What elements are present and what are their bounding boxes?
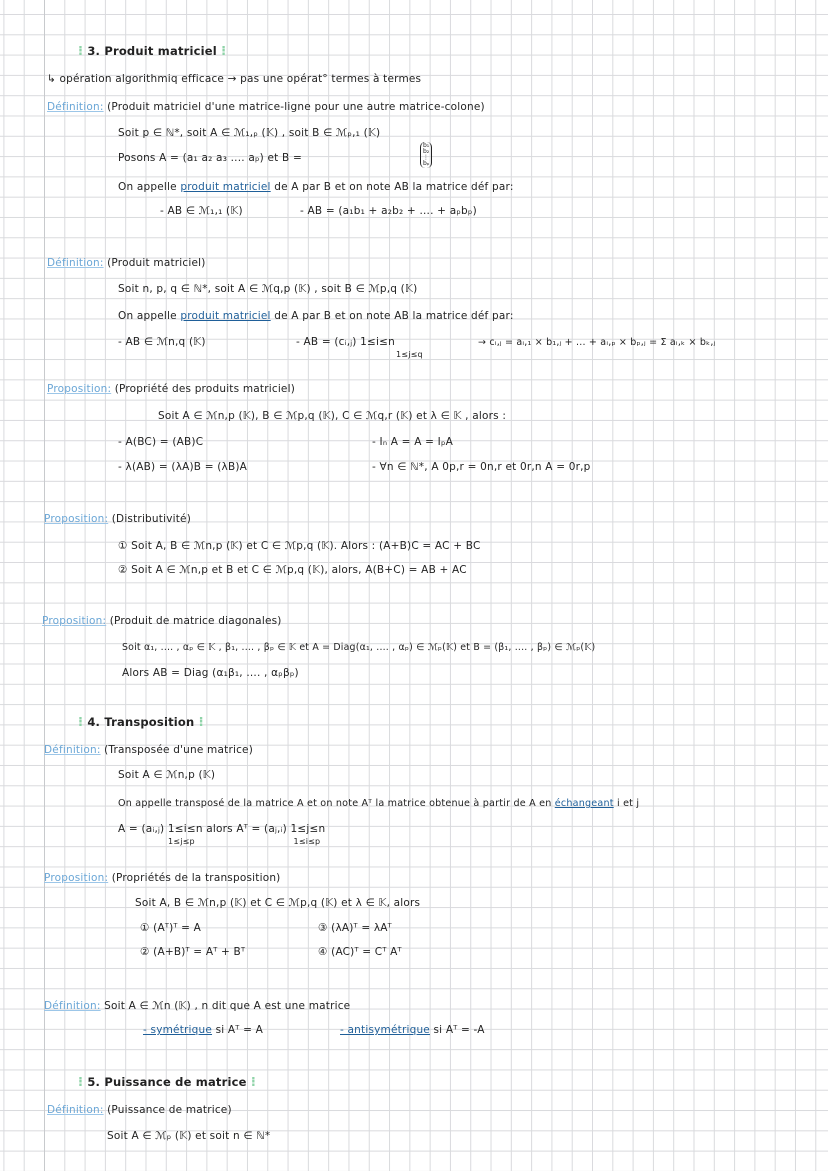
s4-prop1-d: ④ (AC)ᵀ = Cᵀ Aᵀ [318, 946, 402, 958]
def1-f2: - AB = (a₁b₁ + a₂b₂ + .... + aₚbₚ) [300, 205, 477, 217]
section-4-heading [78, 716, 204, 729]
text: On appelle transposé de la matrice A et on note Aᵀ la matrice obtenue à partir de A en [118, 798, 552, 809]
vec-entry: bₚ [423, 160, 430, 167]
proposition-label: Proposition: [44, 513, 109, 525]
section-3-heading [78, 45, 226, 58]
s4-prop1-soit: Soit A, B ∈ ℳn,p (𝕂) et C ∈ ℳp,q (𝕂) et λ ∈ 𝕂, alors [135, 897, 421, 909]
s4-prop1-a: ① (Aᵀ)ᵀ = A [140, 922, 202, 934]
definition-text: Soit A ∈ ℳn (𝕂) , n dit que A est une matrice [104, 1000, 351, 1012]
definition-title: (Produit matriciel) [107, 257, 206, 269]
definition-label: Définition: [47, 101, 104, 113]
sparkle-icon: ⁝ [78, 44, 84, 59]
text: de A par B et on note AB la matrice déf par: [274, 181, 514, 193]
definition-label: Définition: [47, 257, 104, 269]
section-5-heading [78, 1076, 256, 1089]
def1-posons: Posons A = (a₁ a₂ a₃ .... aₚ) et B = [118, 152, 302, 164]
prop1-d: - ∀n ∈ ℕ*, A 0p,r = 0n,r et 0r,n A = 0r,p [372, 461, 591, 473]
text: i et j [616, 798, 640, 809]
s4-prop1-c: ② (A+B)ᵀ = Aᵀ + Bᵀ [140, 946, 246, 958]
vec-entry: ⋮ [423, 154, 429, 161]
highlight-term: - symétrique [143, 1024, 213, 1036]
prop3-alors: Alors AB = Diag (α₁β₁, .... , αₚβₚ) [122, 667, 299, 679]
definition-produit-ligne-colonne [47, 101, 485, 114]
proposition-label: Proposition: [47, 383, 112, 395]
s4-prop1-b: ③ (λA)ᵀ = λAᵀ [318, 922, 392, 934]
def1-appelle [118, 181, 514, 194]
symetrique-line [143, 1024, 263, 1037]
proposition-label: Proposition: [44, 872, 109, 884]
s4-def1-soit: Soit A ∈ ℳn,p (𝕂) [118, 769, 216, 781]
highlight-term: échangeant [554, 798, 614, 809]
sparkle-icon: ⁝ [198, 715, 204, 730]
column-vector-b [420, 142, 432, 168]
def1-soit: Soit p ∈ ℕ*, soit A ∈ ℳ₁,ₚ (𝕂) , soit B ∈ ℳₚ,₁ (𝕂) [118, 127, 381, 139]
def2-f2: - AB = (cᵢ,ⱼ) 1≤i≤n [296, 336, 395, 348]
definition-symetrique [44, 1000, 350, 1013]
proposition-title: (Distributivité) [111, 513, 192, 525]
vec-entry: b₂ [423, 148, 430, 155]
intro-note: ↳ opération algorithmiq efficace → pas une opérat° termes à termes [47, 73, 422, 85]
definition-title: (Produit matriciel d'une matrice-ligne pour une autre matrice-colone) [107, 101, 485, 113]
proposition-diagonales [42, 615, 282, 628]
vec-entry: b₁ [423, 142, 430, 149]
s4-def1-f1-sub: 1≤j≤p 1≤i≤p [168, 837, 321, 846]
def2-f3: → cᵢ,ⱼ = aᵢ,₁ × b₁,ⱼ + ... + aᵢ,ₚ × bₚ,ⱼ = Σ aᵢ,ₖ × bₖ,ⱼ [478, 337, 716, 348]
proposition-distributivite [44, 513, 191, 526]
highlight-term: - antisymétrique [340, 1024, 430, 1036]
definition-produit-matriciel [47, 257, 206, 270]
s4-def1-f1: A = (aᵢ,ⱼ) 1≤i≤n alors Aᵀ = (aⱼ,ᵢ) 1≤j≤n [118, 823, 326, 835]
definition-title: (Transposée d'une matrice) [104, 744, 254, 756]
sparkle-icon: ⁝ [78, 715, 84, 730]
section-4-title: 4. Transposition [87, 715, 195, 729]
def2-f1: - AB ∈ ℳn,q (𝕂) [118, 336, 206, 348]
prop1-a: - A(BC) = (AB)C [118, 436, 204, 448]
highlight-term: produit matriciel [180, 310, 271, 322]
proposition-label: Proposition: [42, 615, 107, 627]
proposition-title: (Propriété des produits matriciel) [114, 383, 296, 395]
text: On appelle [118, 310, 177, 322]
prop3-soit: Soit α₁, .... , αₚ ∈ 𝕂 , β₁, .... , βₚ ∈ 𝕂 et A = Diag(α₁, .... , αₚ) ∈ ℳₚ(𝕂) et B = (β₁, .... , βₚ) ∈ ℳₚ(𝕂) [122, 642, 596, 653]
prop1-b: - Iₙ A = A = IₚA [372, 436, 454, 448]
margin-line [44, 0, 45, 1171]
text: si Aᵀ = A [215, 1024, 263, 1036]
section-3-title: 3. Produit matriciel [87, 44, 217, 58]
proposition-title: (Propriétés de la transposition) [111, 872, 281, 884]
text: On appelle [118, 181, 177, 193]
proposition-title: (Produit de matrice diagonales) [109, 615, 282, 627]
s4-def1-appelle [118, 797, 639, 810]
sparkle-icon: ⁝ [250, 1075, 257, 1090]
sparkle-icon: ⁝ [221, 44, 227, 59]
section-5-title: 5. Puissance de matrice [87, 1075, 247, 1089]
prop1-soit: Soit A ∈ ℳn,p (𝕂), B ∈ ℳp,q (𝕂), C ∈ ℳq,r (𝕂) et λ ∈ 𝕂 , alors : [158, 410, 507, 422]
definition-label: Définition: [44, 744, 101, 756]
prop2-a: ① Soit A, B ∈ ℳn,p (𝕂) et C ∈ ℳp,q (𝕂). Alors : (A+B)C = AC + BC [118, 540, 481, 552]
s5-def1-soit: Soit A ∈ ℳₚ (𝕂) et soit n ∈ ℕ* [107, 1130, 271, 1142]
definition-title: (Puissance de matrice) [107, 1104, 232, 1116]
prop2-b: ② Soit A ∈ ℳn,p et B et C ∈ ℳp,q (𝕂), alors, A(B+C) = AB + AC [118, 564, 467, 576]
text: si Aᵀ = -A [433, 1024, 485, 1036]
def2-appelle [118, 310, 514, 323]
definition-label: Définition: [47, 1104, 104, 1116]
def2-f2-sub: 1≤j≤q [396, 350, 423, 359]
def2-soit: Soit n, p, q ∈ ℕ*, soit A ∈ ℳq,p (𝕂) , soit B ∈ ℳp,q (𝕂) [118, 283, 418, 295]
proposition-produits [47, 383, 295, 396]
prop1-c: - λ(AB) = (λA)B = (λB)A [118, 461, 248, 473]
text: de A par B et on note AB la matrice déf par: [274, 310, 514, 322]
definition-label: Définition: [44, 1000, 101, 1012]
sparkle-icon: ⁝ [78, 1075, 84, 1090]
antisymetrique-line [340, 1024, 485, 1037]
highlight-term: produit matriciel [180, 181, 271, 193]
proposition-transposition [44, 872, 280, 885]
def1-f1: - AB ∈ ℳ₁,₁ (𝕂) [160, 205, 243, 217]
definition-transposee [44, 744, 253, 757]
definition-puissance [47, 1104, 232, 1117]
